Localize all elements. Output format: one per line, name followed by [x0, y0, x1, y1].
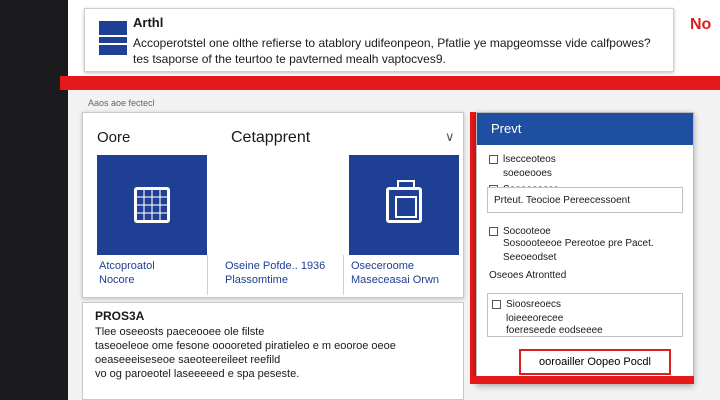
alert-bar: [60, 76, 720, 90]
tile-grid[interactable]: [97, 155, 207, 255]
package-icon: [386, 187, 422, 223]
description-line: taseoeleoe ome fesone ooooreted piratieleo e m eooroe oeoe: [95, 340, 396, 352]
option-label: loieeeorecee: [506, 313, 564, 324]
confirm-button[interactable]: ooroailler Oopeo Pocdl: [519, 349, 671, 375]
caption-line: Plassomtime: [225, 274, 288, 286]
notice-title: Arthl: [133, 15, 164, 30]
description-line: vo og paroeotel laseeeeed e spa peseste.: [95, 368, 300, 380]
option-row: [489, 237, 654, 250]
notice-line-2: tes tsaporse of the teurtoo te pavterned mealh vaptocves9.: [133, 52, 446, 66]
option-label: lsecceoteos: [503, 154, 556, 165]
left-rail: [0, 0, 68, 400]
option-label: soeoeooes: [503, 168, 552, 179]
alert-frame-bottom: [470, 376, 694, 384]
caption-line: Nocore: [99, 274, 135, 286]
caption-line: Oseceroome: [351, 260, 414, 272]
option-label: Sosoooteeoe Pereotoe pre Pacet.: [503, 238, 654, 249]
description-line: oeaseeeiseseoe saeoteereileet reefild: [95, 354, 281, 366]
option-label: Socooteoe: [503, 226, 551, 237]
description-card: [82, 302, 464, 400]
option-row: [506, 324, 603, 337]
option-row[interactable]: [492, 298, 561, 311]
side-panel: [476, 112, 694, 384]
caption-line: Maseceasai Orwn: [351, 274, 440, 286]
chevron-down-icon[interactable]: ∨: [445, 129, 455, 144]
tile-caption-3[interactable]: [351, 259, 439, 287]
checkbox[interactable]: [492, 300, 501, 309]
option-label: Oseoes Atrontted: [489, 270, 567, 281]
brand-logo-icon: [99, 21, 127, 55]
notice-line-1: Accoperotstel one olthe refierse to atablory udifeonpeon, Pfatlie ye mapgeomsse vide calfpowes?: [133, 36, 651, 50]
description-title: PROS3A: [95, 309, 145, 323]
option-label: Sioosreoecs: [506, 299, 562, 310]
option-box-label: Prteut. Teocioe Pereecessoent: [494, 195, 631, 206]
side-panel-header: Prevt: [477, 113, 693, 145]
tile-caption-1[interactable]: [99, 259, 155, 287]
caption-line: Oseine Pofde.. 1936: [225, 260, 326, 272]
card-left-label: Oore: [97, 129, 131, 146]
grid-icon: [134, 187, 170, 223]
option-row: [489, 251, 556, 264]
option-label: foereseede eodseeee: [506, 325, 603, 336]
option-label: Seeoeodset: [503, 252, 557, 263]
card-title: Cetapprent: [231, 129, 311, 146]
divider: [207, 255, 208, 295]
divider: [343, 255, 344, 295]
notice-banner: [84, 8, 674, 72]
notice-right-label[interactable]: No: [690, 16, 712, 33]
option-row[interactable]: [489, 153, 556, 166]
option-group-box: [487, 293, 683, 337]
checkbox[interactable]: [489, 155, 498, 164]
description-line: Tlee oseeosts paeceooee ole filste: [95, 326, 265, 338]
section-label: Aaos aoe fectecl: [88, 98, 155, 108]
caption-line: Atcoproatol: [99, 260, 155, 272]
option-box[interactable]: [487, 187, 683, 213]
tile-package[interactable]: [349, 155, 459, 255]
option-row[interactable]: [489, 269, 566, 282]
checkbox[interactable]: [489, 227, 498, 236]
description-text: [95, 325, 459, 381]
option-row: [489, 167, 552, 180]
component-card: [82, 112, 464, 298]
notice-text: [133, 35, 673, 67]
tile-caption-2[interactable]: [225, 259, 325, 287]
